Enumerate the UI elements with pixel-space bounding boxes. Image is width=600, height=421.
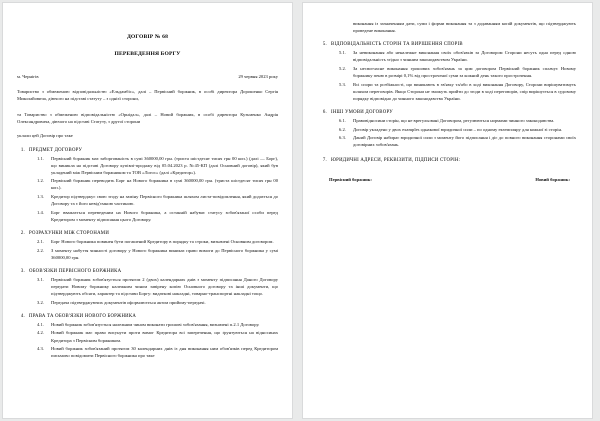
section-1-heading	[17, 148, 278, 153]
clause-1-3	[17, 193, 278, 207]
clause-2-2-number: 2.2.	[37, 247, 44, 253]
clause-2-1-text: Борг Нового боржника повинен бути погашений Кредитору в порядку та строки, визначені Основним договором.	[51, 239, 274, 245]
section-2-number: 2.	[20, 231, 25, 237]
clause-1-2-number: 1.2.	[37, 178, 44, 184]
clause-4-3-text: Новий боржник зобов'язаний протягом 30 календарних днів із дня виконання ним обов'язків перед Кредитором письмово повідомити Первісного боржника про таке	[51, 346, 278, 359]
clause-1-4	[17, 209, 278, 223]
preamble-paragraph-2: та Товариство з обмеженою відповідальністю «Орнідал», далі – Новий боржник, в особі директора Кузьменко Андрія Олександровича, діючого на підставі Статуту, з другої сторони	[17, 112, 278, 125]
clause-6-3-number: 6.3.	[339, 135, 346, 141]
section-3-number: 3.	[20, 268, 25, 274]
clause-2-1	[17, 238, 278, 245]
clause-3-2	[17, 299, 278, 306]
clause-5-3-number: 5.3.	[339, 81, 346, 87]
section-4-title: ПРАВА ТА ОБОВ'ЯЗКИ НОВОГО БОРЖНИКА	[29, 313, 137, 319]
clause-4-1-number: 4.1.	[37, 321, 44, 327]
clause-1-1-number: 1.1.	[37, 155, 44, 161]
clause-4-3-number: 4.3.	[37, 346, 44, 352]
section-6-number: 6.	[322, 109, 327, 115]
signature-label-original-debtor: Первісний боржник:	[329, 177, 372, 183]
clause-6-1	[319, 117, 576, 124]
clause-6-1-text: Правовідносини сторін, що не врегульовані Договором, регулюються нормами чинного законодавства.	[353, 117, 555, 123]
section-2	[17, 231, 278, 261]
section-2-heading	[17, 231, 278, 236]
preamble-paragraph-3: уклали цей Договір про таке	[17, 133, 73, 139]
section-7	[319, 158, 576, 163]
clause-6-3-text: Даний Договір набирає юридичної сили з моменту його підписання і діє до повного виконання сторонами своїх договірних зобов'язань.	[353, 135, 576, 148]
document-title: ДОГОВІР № 68	[126, 34, 169, 40]
document-date: 29 червня 2023 року	[238, 74, 278, 79]
clause-6-2-number: 6.2.	[339, 126, 346, 132]
section-6-title: ІНШІ УМОВИ ДОГОВОРУ	[331, 109, 393, 115]
document-city: м. Чернігів	[17, 74, 39, 79]
clause-6-2	[319, 126, 576, 133]
clause-5-2	[319, 65, 576, 79]
signature-block	[319, 177, 576, 182]
clause-4-1	[17, 321, 278, 328]
document-page-1	[2, 2, 293, 419]
clause-5-1-number: 5.1.	[339, 50, 346, 56]
clause-3-2-number: 3.2.	[37, 299, 44, 305]
clause-5-1	[319, 49, 576, 63]
section-7-heading	[319, 158, 576, 163]
clause-4-2	[17, 329, 278, 343]
clause-5-1-text: За невиконання або неналежне виконання своїх обов'язків за Договором Сторони несуть одна перед одною відповідальність згідно з чинним законодавством України.	[353, 50, 576, 63]
clause-2-2-text: З моменту набуття чинності договору у Нового боржника виникає право вимоги до Первісного боржника у сумі 360000,00 грн.	[51, 247, 278, 260]
preamble-paragraph-1: Товариство з обмеженою відповідальністю «Ельдамбіс», далі – Первісний боржник, в особі директора Дорошенко Сергія Миколайовича, діючого на підставі статуту – з однієї сторони,	[17, 89, 278, 102]
clause-2-2	[17, 247, 278, 261]
clause-4-2-text: Новий боржник має право висунути проти вимог Кредитора всі заперечення, що ґрунтуються на відносинах Кредитора з Первісним боржником.	[51, 330, 278, 343]
section-4	[17, 314, 278, 360]
section-4-heading	[17, 314, 278, 319]
clause-1-1-text: Первісний боржник має заборгованість в сумі 360000,00 грн. (триста шістдесят тисяч грн 00 коп.) (далі — Борг), що виникла на підставі Договору купівлі-продажу від 05.04.2023 р. №45-КП (далі Основний договір), який був укладений між Первісним боржником та ТОВ «Логос» (далі «Кредитор»).	[51, 155, 278, 175]
clause-3-1-number: 3.1.	[37, 276, 44, 282]
section-5-heading	[319, 42, 576, 47]
section-1-number: 1.	[20, 147, 25, 153]
clause-4-2-number: 4.2.	[37, 330, 44, 336]
clause-1-4-number: 1.4.	[37, 209, 44, 215]
section-3-title: ОБОВ'ЯЗКИ ПЕРВІСНОГО БОРЖНИКА	[29, 268, 122, 274]
clause-2-1-number: 2.1.	[37, 239, 44, 245]
section-5-number: 5.	[322, 42, 327, 48]
clause-6-3	[319, 134, 576, 148]
page2-continuation	[319, 20, 576, 34]
section-3-heading	[17, 269, 278, 274]
section-1-title: ПРЕДМЕТ ДОГОВОРУ	[29, 147, 83, 153]
clause-3-1-text: Первісний боржник зобов'язується протягом 2 (двох) календарних днів з моменту підписання Даного Договору передати Новому боржнику належним чином завірену копію Основного договору та інші документи, що підтверджують обсяги, характер та підстави Боргу: видаткові накладні, товарно-транспортні накладні тощо.	[51, 276, 278, 297]
signature-label-new-debtor: Новий боржник:	[535, 177, 570, 183]
clause-5-2-text: За несвоєчасне виконання грошових зобов'язань за цим договором Первісний боржник сплачує Новому боржнику пеню в розмірі 0,1% від простроченої суми за кожний день такого прострочення.	[353, 65, 576, 79]
document-meta	[17, 74, 278, 79]
clause-3-1	[17, 276, 278, 297]
clause-1-3-text: Кредитор підтверджує свою згоду на заміну Первісного боржника шляхом листа-повідомлення, який додається до Договору та є його невід'ємною частиною.	[51, 194, 278, 207]
document-subtitle: ПЕРЕВЕДЕННЯ БОРГУ	[114, 51, 181, 57]
clause-1-2	[17, 177, 278, 191]
clause-1-2-text: Первісний боржник переводить Борг на Нового боржника в сумі 360000,00 грн. (триста шістдесят тисяч грн 00 коп.).	[51, 178, 278, 191]
page2-continuation-indent	[339, 20, 353, 34]
clause-4-1-text: Новий боржник зобов'язується належним чином виконати грошові зобов'язання, визначені п.2.1 Договору.	[51, 321, 260, 327]
section-3	[17, 269, 278, 306]
clause-1-1	[17, 155, 278, 176]
section-5-title: ВІДПОВІДАЛЬНІСТЬ СТОРІН ТА ВИРІШЕННЯ СПОРІВ	[331, 42, 463, 48]
section-2-title: РОЗРАХУНКИ МІЖ СТОРОНАМИ	[29, 231, 110, 237]
section-6	[319, 110, 576, 148]
section-1	[17, 148, 278, 223]
page2-continuation-text: виконання із зазначенням дати, суми і форми виконання та з додаванням копій документів, що підтверджують проведене виконання.	[353, 21, 576, 34]
clause-1-4-text: Борг вважається переведеним на Нового боржника, а останній набуває статусу зобов'язаної особи перед Кредитором з моменту підписання цього Договору.	[51, 209, 278, 222]
section-5	[319, 42, 576, 102]
section-4-number: 4.	[20, 313, 25, 319]
clause-6-2-text: Договір укладено у двох examples однакової юридичної сили – по одному екземпляру для кожної зі сторін.	[353, 126, 563, 132]
section-6-heading	[319, 110, 576, 115]
section-7-number: 7.	[322, 158, 327, 164]
clause-5-2-number: 5.2.	[339, 65, 346, 71]
clause-5-3	[319, 81, 576, 102]
clause-1-3-number: 1.3.	[37, 194, 44, 200]
clause-6-1-number: 6.1.	[339, 117, 346, 123]
clause-3-2-text: Передача підтверджуючих документів оформлюється актом прийому-передачі.	[51, 299, 206, 305]
section-7-title: ЮРИДИЧНІ АДРЕСИ, РЕКВІЗИТИ, ПІДПИСИ СТОРІН:	[331, 158, 461, 164]
clause-4-3	[17, 345, 278, 359]
clause-5-3-text: Всі спори та розбіжності, що виникають в зв'язку та/або в ході виконання Договору, Сторони вирішуватимуть шляхом переговорів. Якщо Сторони не зможуть прийти до згоди в ході переговорів, спір вирішується в судовому порядку відповідно до чинного законодавства України.	[353, 81, 576, 101]
document-page-2	[302, 2, 593, 419]
